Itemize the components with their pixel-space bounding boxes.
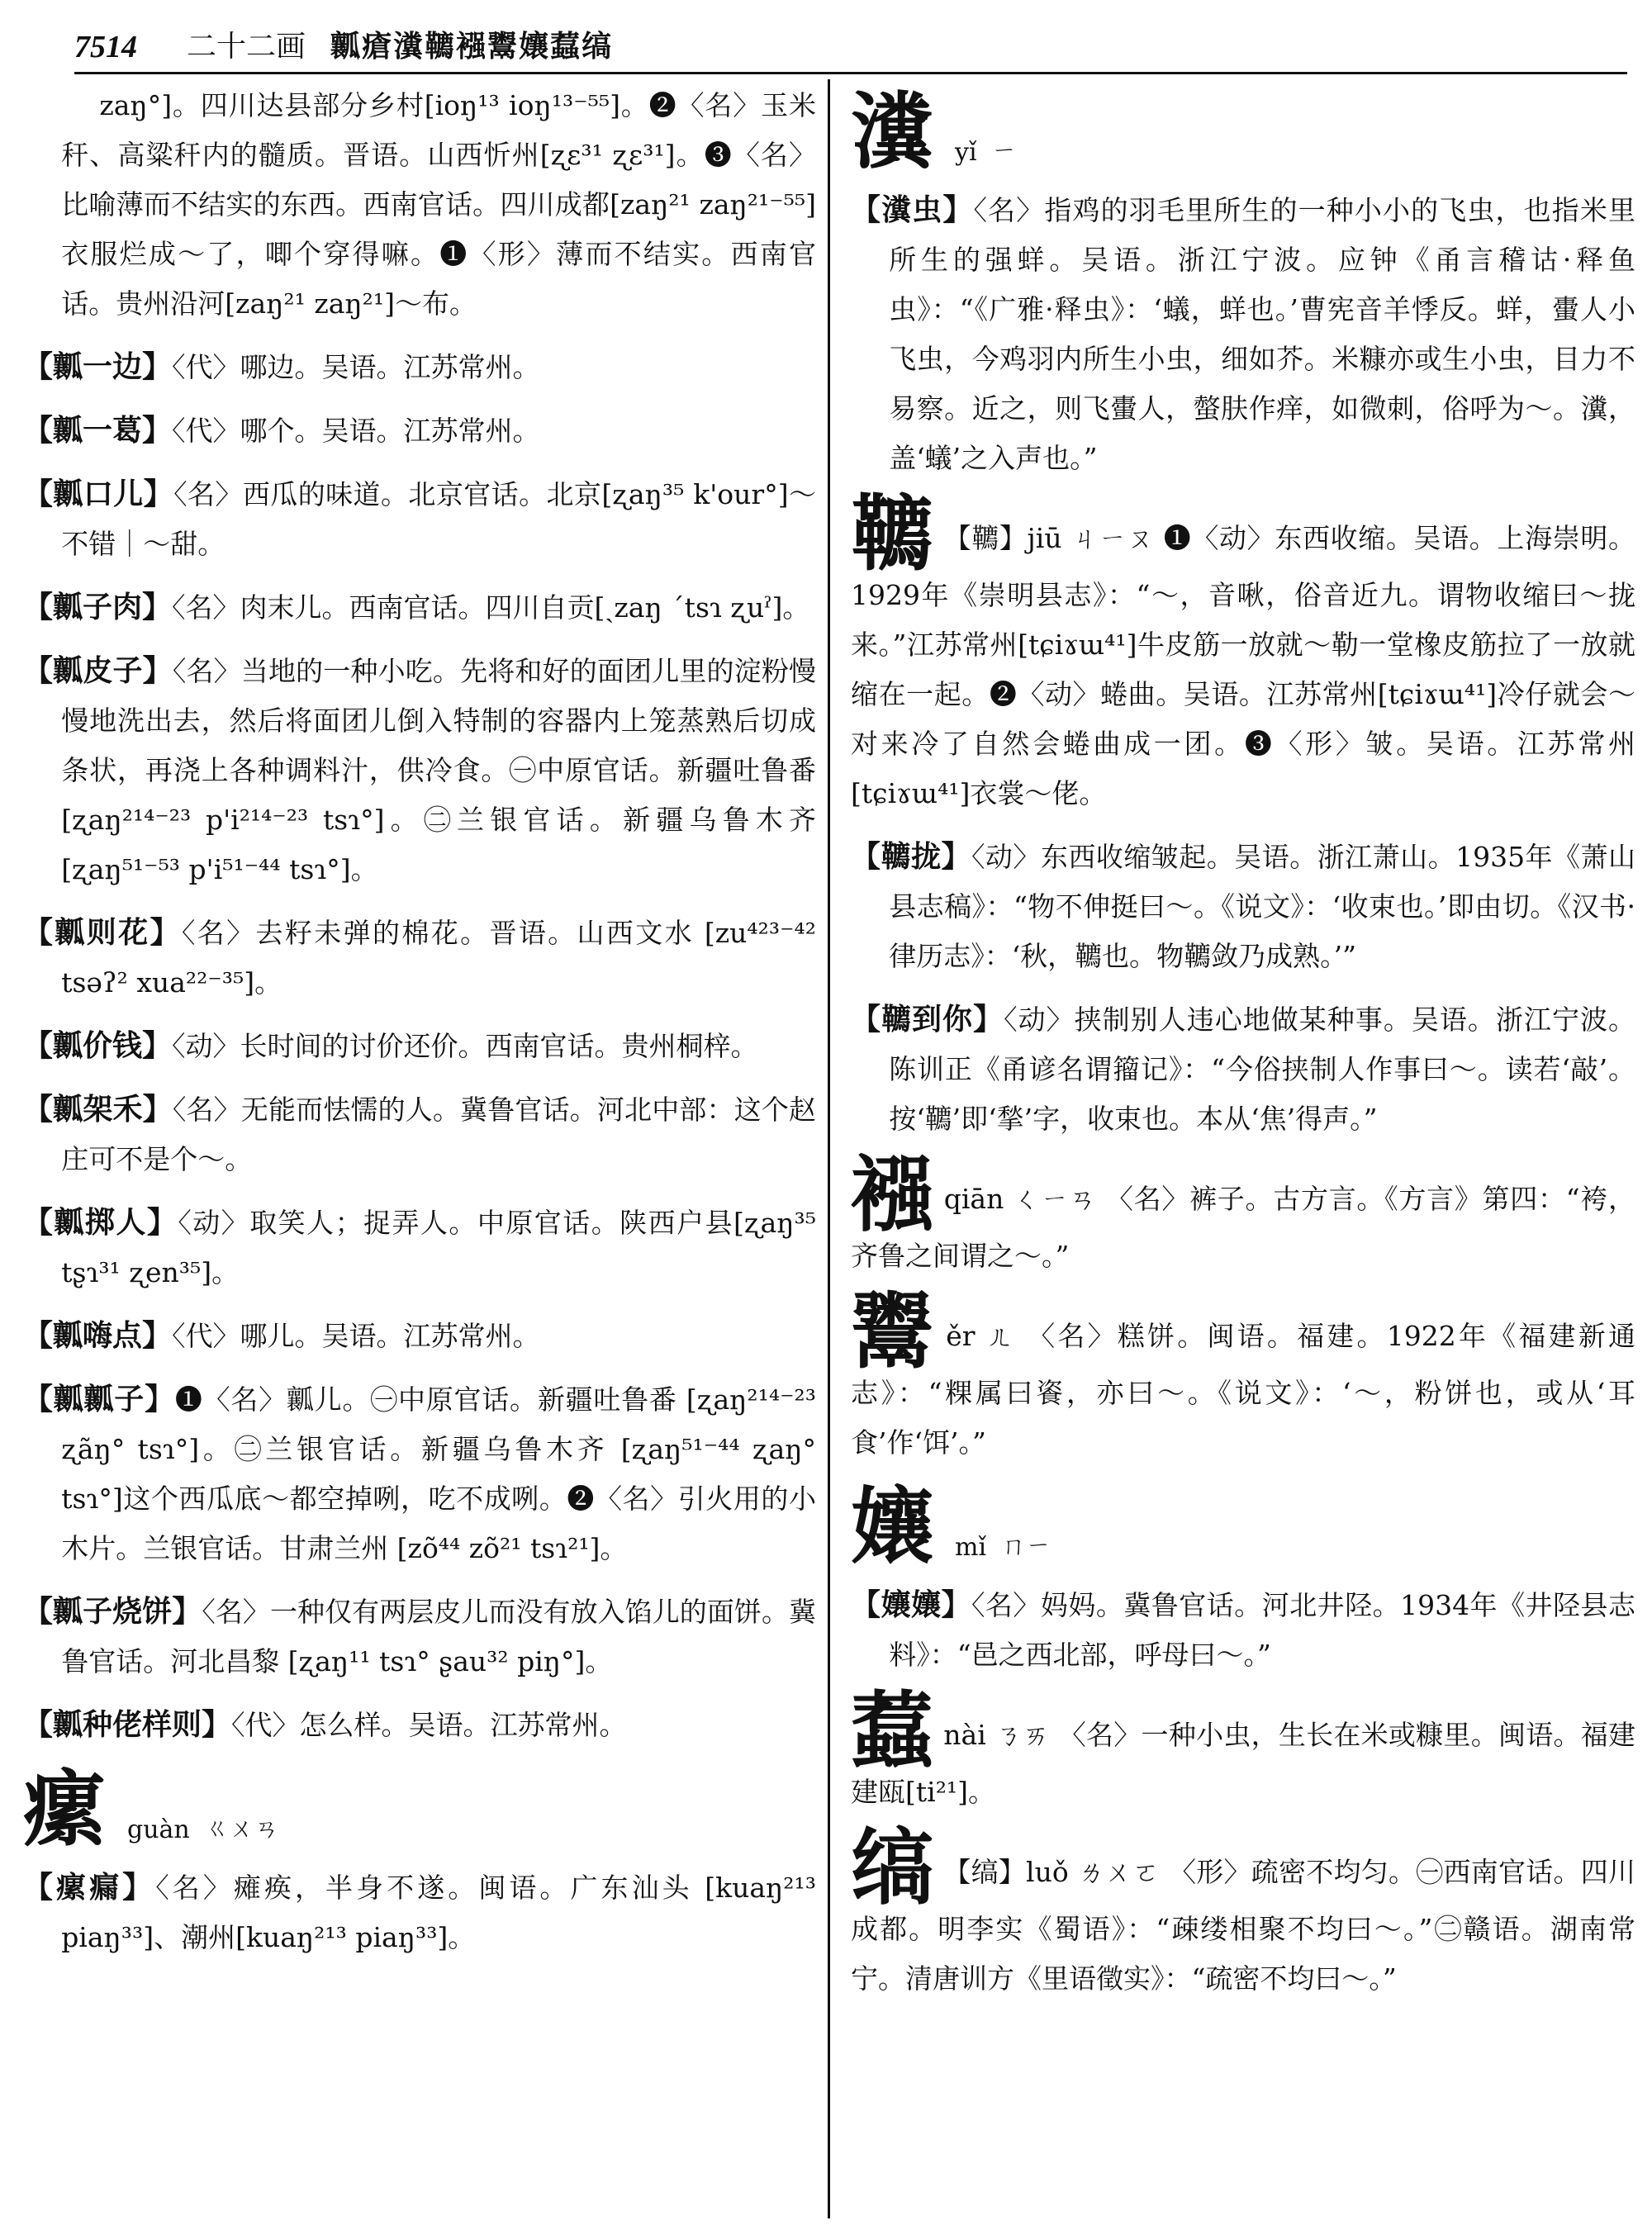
continued-entry [23,81,816,329]
entry [23,908,816,1008]
character-heading [23,1760,816,1858]
zhuyin: ㄇㄧ [1001,1532,1051,1561]
entry-headword: 【瘰瘺】 [23,1870,156,1905]
entry [23,646,816,894]
character-entry [851,485,1635,818]
entry-headword: 【瓤架禾】 [23,1092,173,1127]
entry [23,1700,816,1750]
entry-headword: 【瓤子肉】 [23,590,173,624]
pinyin: guàn [127,1815,190,1844]
entry-body: 〈名〉瘫痪，半身不遂。闽语。广东汕头 [kuaŋ²¹³ piaŋ³³]、潮州[kuaŋ²¹³ piaŋ³³]。 [61,1872,816,1953]
zhuyin: ㄍㄨㄢ [204,1815,279,1843]
character-entry [851,1283,1635,1468]
entry [851,1580,1635,1680]
entry-body: 〈代〉哪儿。吴语。江苏常州。 [172,1320,540,1352]
entry [23,406,816,456]
entry-body: ěr ㄦ 〈名〉糕饼。闽语。福建。1922年《福建新通志》：“粿属曰餈，亦曰～。《说文》：‘～，粉饼也，或从‘耳食’作‘饵’。” [851,1320,1635,1459]
entry-body: 〈名〉无能而怯懦的人。冀鲁官话。河北中部：这个赵庄可不是个～。 [61,1094,816,1175]
running-headwords: 瓤瘡瀵韀襁鬻孃蠚缟 [330,29,614,64]
entry-body: zaŋ°]。四川达县部分乡村[ioŋ¹³ ioŋ¹³⁻⁵⁵]。❷〈名〉玉米秆、高粱秆内的髓质。晋语。山西忻州[ʐɛ³¹ ʐɛ³¹]。❸〈名〉比喻薄而不结实的东西。西南官话。四川成都[zaŋ²¹ zaŋ²¹⁻⁵⁵]衣服烂成～了，唧个穿得嘛。❶〈形〉薄而不结实。西南官话。贵州沿河[zaŋ²¹ zaŋ²¹]～布。 [61,89,816,320]
entry-headword: 【瓤瓤子】 [23,1382,175,1416]
character-heading [851,83,1635,180]
entry-body: 〈代〉哪边。吴语。江苏常州。 [172,351,540,383]
entry [23,342,816,392]
entry-headword: 【瓤一边】 [23,349,173,384]
entry-body: nài ㄋㄞ 〈名〉一种小虫，生长在米或糠里。闽语。福建建瓯[ti²¹]。 [851,1719,1635,1808]
entry-body: 〈动〉取笑人；捉弄人。中原官话。陕西户县[ʐaŋ³⁵ tʂɿ³¹ ʐen³⁵]。 [61,1207,816,1288]
entry-headword: 【瓤价钱】 [23,1028,173,1063]
left-column [23,81,816,1976]
page-header [74,17,1627,74]
column-divider [828,79,830,2218]
entry [23,1587,816,1687]
entry-body: qiān ㄑㄧㄢ 〈名〉裤子。古方言。《方言》第四：“袴，齐鲁之间谓之～。” [851,1183,1636,1272]
entry-headword: 【瀵虫】 [851,192,974,227]
entry-body: 〈名〉妈妈。冀鲁官话。河北井陉。1934年《井陉县志料》：“邑之西北部，呼母曰～。” [889,1589,1635,1671]
entry-body: 〈名〉一种仅有两层皮儿而没有放入馅儿的面饼。冀鲁官话。河北昌黎 [ʐaŋ¹¹ tsɿ° ʂau³² piŋ°]。 [61,1596,816,1677]
entry-body: 〈代〉哪个。吴语。江苏常州。 [172,415,540,447]
entry-body: 〈名〉去籽未弹的棉花。晋语。山西文水 [zu⁴²³⁻⁴² tsəʔ² xua²²⁻³⁵]。 [61,917,816,999]
character-heading [851,1478,1635,1575]
head-character: 缟 [851,1819,934,1916]
entry-headword: 【瓤掷人】 [23,1205,178,1240]
entry-headword: 【瓤种佬样则】 [23,1707,232,1742]
entry [851,994,1635,1144]
entry [23,469,816,569]
character-entry [851,1819,1636,2004]
head-character: 襁 [851,1146,934,1243]
entry [23,1021,816,1071]
entry-body: 〈动〉东西收缩皱起。吴语。浙江萧山。1935年《萧山县志稿》：“物不伸挺曰～。《说文》：‘收束也。’即由切。《汉书·律历志》：‘秋，韀也。物韀敛乃成熟。’” [889,841,1635,972]
entry-body: 〈动〉挟制别人违心地做某种事。吴语。浙江宁波。陈训正《甬谚名谓籀记》：“今俗挟制人作事曰～。读若‘敲’。按‘韀’即‘揫’字，收束也。本从‘焦’得声。” [889,1004,1635,1135]
entry-headword: 【孃孃】 [851,1587,971,1622]
entry-body: 〈名〉指鸡的羽毛里所生的一种小小的飞虫，也指米里所生的强蛘。吴语。浙江宁波。应钟《甬言稽诂·释鱼虫》：“《广雅·释虫》：‘蟻，蛘也。’曹宪音羊悸反。蛘，蟗人小飞虫，今鸡羽内所生小虫，细如芥。米糠亦或生小虫，目力不易察。近之，则飞蟗人，螫肤作痒，如微刺，俗呼为～。瀵，盖‘蟻’之入声也。” [889,194,1635,474]
entry [23,1862,816,1962]
character-entry [851,1146,1636,1281]
head-character: 瘰 [23,1760,106,1858]
entry-body: 〈名〉肉末儿。西南官话。四川自贡[ˏzaŋ ˊtsɿ ʐuˀ]。 [172,591,810,624]
entry-headword: 【瓤一葛】 [23,413,173,448]
head-character: 韀 [851,485,934,582]
entry-headword: 【瓤皮子】 [23,653,173,688]
head-character: 蠚 [851,1682,934,1779]
entry [23,1198,816,1298]
page-number: 7514 [74,30,137,64]
entry-body: 〈代〉怎么样。吴语。江苏常州。 [231,1709,627,1741]
entry-body: 〈名〉当地的一种小吃。先将和好的面团儿里的淀粉慢慢地洗出去，然后将面团儿倒入特制的容器内上笼蒸熟后切成条状，再浇上各种调料汁，供冷食。㊀中原官话。新疆吐鲁番 [ʐaŋ²¹⁴⁻²³ p'i²¹⁴⁻²³ tsɿ°]。㊁兰银官话。新疆乌鲁木齐 [ʐaŋ⁵¹⁻⁵³ p'i⁵¹⁻⁴⁴ tsɿ°]。 [61,655,816,885]
head-character: 孃 [851,1478,933,1575]
entry [851,185,1635,483]
head-character: 鬻 [851,1283,937,1380]
entry-headword: 【韀到你】 [851,1002,1004,1037]
entry-headword: 【瓤嗨点】 [23,1318,173,1353]
entry-body: 【韀】jiū ㄐㄧㄡ ❶〈动〉东西收缩。吴语。上海崇明。1929年《崇明县志》：“～，音啾，俗音近九。谓物收缩曰～拢来。”江苏常州[tɕiɤɯ⁴¹]牛皮筋一放就～勒一堂橡皮筋拉了一放就缩在一起。❷〈动〉蜷曲。吴语。江苏常州[tɕiɤɯ⁴¹]冷仔就会～对来冷了自然会蜷曲成一团。❸〈形〉皱。吴语。江苏常州[tɕiɤɯ⁴¹]衣裳～佬。 [851,522,1635,809]
entry-body: 〈动〉长时间的讨价还价。西南官话。贵州桐梓。 [172,1030,758,1062]
right-column [851,81,1635,2017]
entry-headword: 【瓤则花】 [23,915,182,950]
entry-body: 【缟】luǒ ㄌㄨㄛ 〈形〉疏密不均匀。㊀西南官话。四川成都。明李实《蜀语》：“疎缕相聚不均曰～。”㊁赣语。湖南常宁。清唐训方《里语徵实》：“疏密不均曰～。” [851,1856,1636,1995]
entry-body: ❶〈名〉瓤儿。㊀中原官话。新疆吐鲁番 [ʐaŋ²¹⁴⁻²³ ʐãŋ° tsɿ°]。㊁兰银官话。新疆乌鲁木齐 [ʐaŋ⁵¹⁻⁴⁴ ʐaŋ° tsɿ°]这个西瓜底～都空掉咧，吃不成咧。❷〈名〉引火用的小木片。兰银官话。甘肃兰州 [zõ⁴⁴ zõ²¹ tsɿ²¹]。 [61,1383,816,1564]
section-label: 二十二画 [187,30,306,64]
entry-headword: 【瓤口儿】 [23,477,174,511]
entry-body: 〈名〉西瓜的味道。北京官话。北京[ʐaŋ³⁵ k'our°]～不错｜～甜。 [61,478,816,560]
entry [851,832,1635,981]
pinyin: mǐ [955,1533,987,1562]
entry [23,582,816,633]
head-character: 瀵 [851,83,933,180]
entry-headword: 【瓤子烧饼】 [23,1594,202,1629]
pinyin: yǐ [955,138,977,167]
entry-headword: 【韀拢】 [851,839,971,874]
entry [23,1084,816,1184]
zhuyin: ㄧ [991,137,1017,166]
entry [23,1374,816,1573]
character-entry [851,1682,1635,1817]
entry [23,1311,816,1361]
